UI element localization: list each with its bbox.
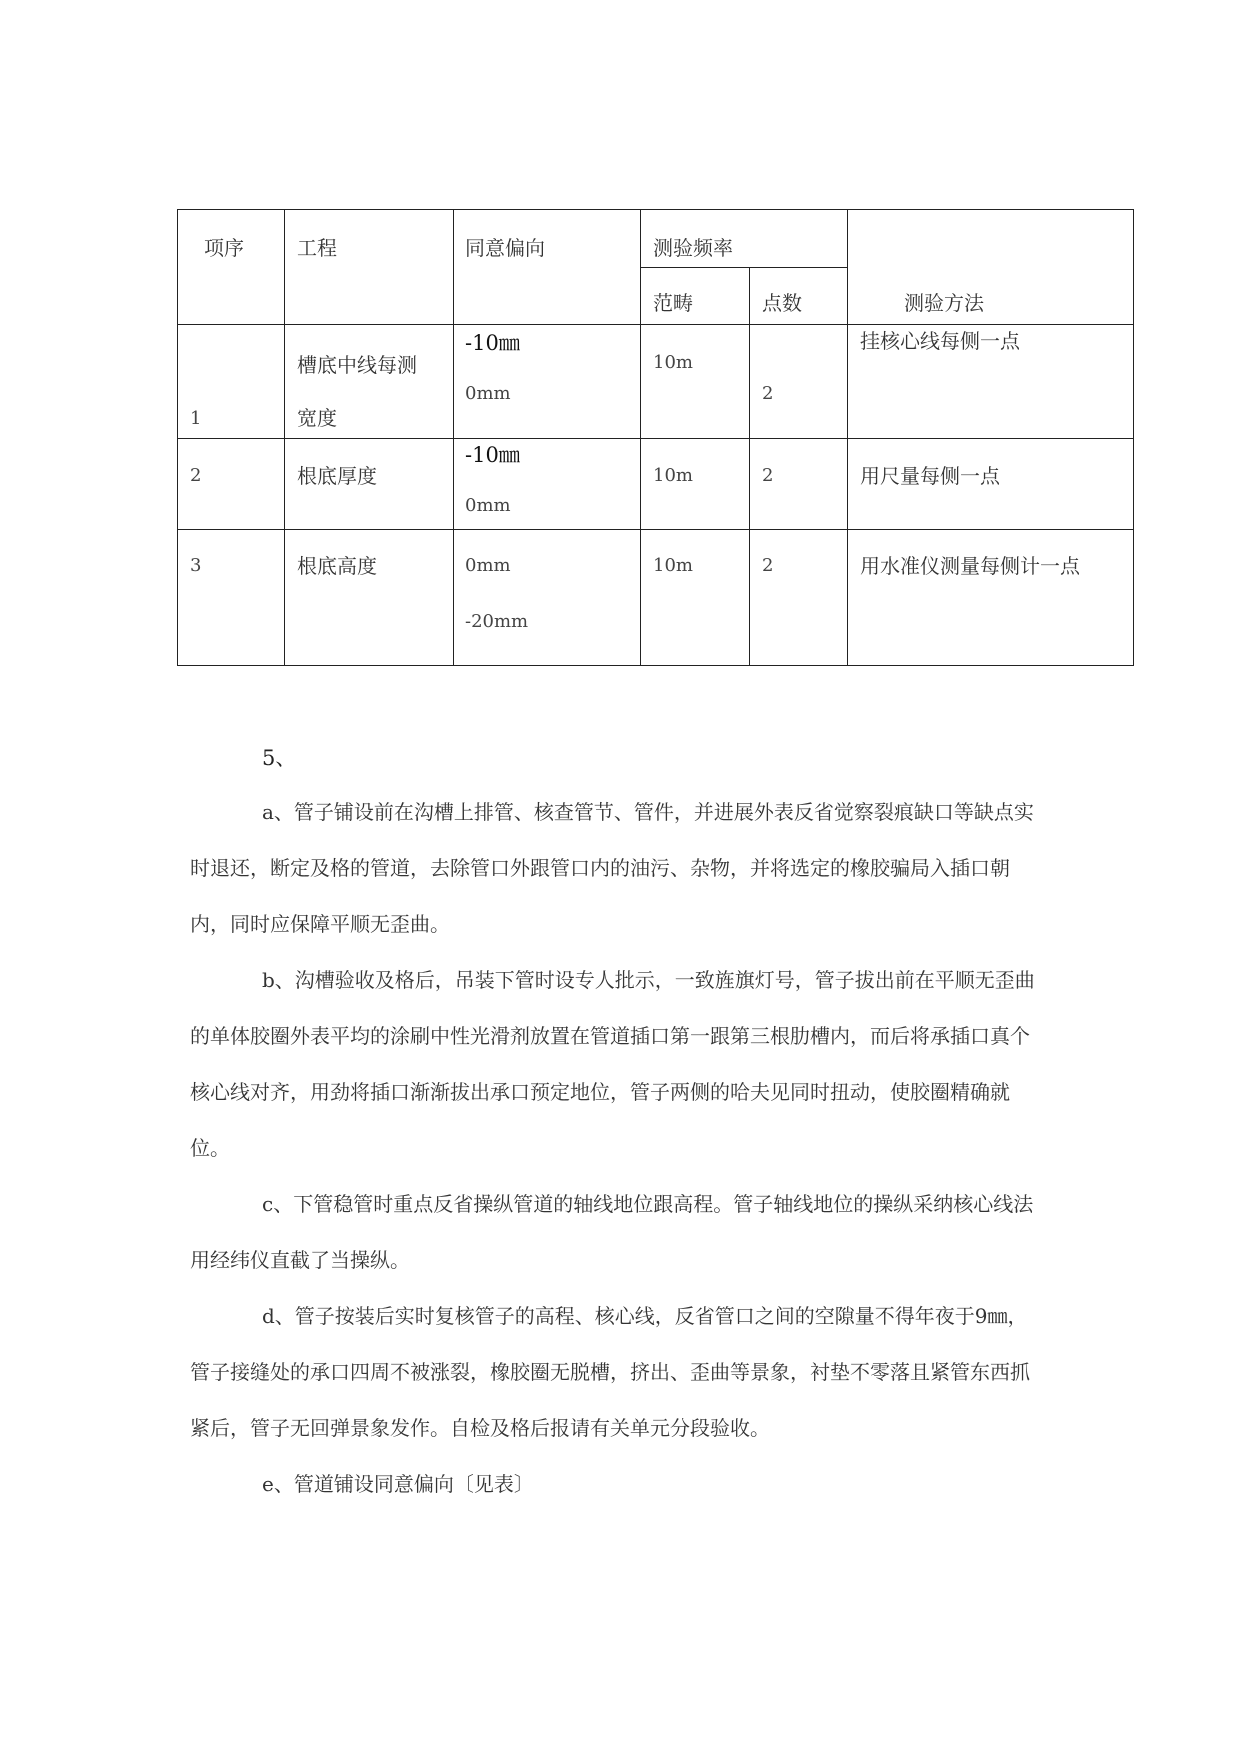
paragraph-c: c、下管稳管时重点反省操纵管道的轴线地位跟高程。管子轴线地位的操纵采纳核心线法用经纬仪直截了当操纵。 [190,1192,1034,1272]
paragraph-e: e、管道铺设同意偏向〔见表〕 [262,1472,534,1496]
row-method: 用水准仪测量每侧计一点 [860,554,1080,578]
row-points: 2 [762,465,774,486]
table-row [178,530,1134,666]
row-seq: 1 [190,408,202,429]
row-seq: 2 [190,465,202,486]
table-row [178,439,1134,530]
row-deviation-lower: 0mm [465,383,511,404]
header-deviation-cell [454,210,641,325]
row-method: 挂核心线每侧一点 [860,329,1020,353]
paragraph-d: d、管子按装后实时复核管子的高程、核心线，反省管口之间的空隙量不得年夜于9㎜，管子接缝处的承口四周不被涨裂，橡胶圈无脱槽，挤出、歪曲等景象，衬垫不零落且紧管东西抓紧后，管子无回弹景象发作。自检及格后报请有关单元分段验收。 [190,1304,1030,1440]
row-item: 槽底中线每测 [297,353,417,377]
header-range: 范畴 [653,291,693,315]
header-seq: 项序 [204,236,244,260]
row-deviation-upper: -10㎜ [465,331,520,355]
row-range: 10m [653,465,693,486]
row-deviation-lower: -20mm [465,611,529,632]
row-deviation-lower: 0mm [465,495,511,516]
header-frequency: 测验频率 [653,236,733,260]
paragraph-b: b、沟槽验收及格后，吊装下管时设专人批示，一致旌旗灯号，管子拔出前在平顺无歪曲的单体胶圈外表平均的涂刷中性光滑剂放置在管道插口第一跟第三根肋槽内，而后将承插口真个核心线对齐，用劲将插口渐渐拔出承口预定地位，管子两侧的哈夫见同时扭动，使胶圈精确就位。 [190,968,1035,1160]
header-seq-cell [178,210,285,325]
header-range-cell [641,268,750,325]
header-item: 工程 [297,236,337,260]
header-item-cell [285,210,454,325]
row-deviation-upper: -10㎜ [465,443,520,467]
table-row [178,325,1134,439]
header-frequency-cell [641,210,848,268]
row-range: 10m [653,352,693,373]
header-points-cell [750,268,848,325]
row-item: 根底高度 [297,554,377,578]
header-method-cell [848,210,1134,325]
row-item: 根底厚度 [297,464,377,488]
deviation-table [177,209,1134,666]
header-deviation: 同意偏向 [465,236,545,260]
header-points: 点数 [762,291,802,315]
row-points: 2 [762,383,774,404]
row-deviation-upper: 0mm [465,555,511,576]
section-number: 5、 [262,746,297,770]
header-method: 测验方法 [904,291,984,315]
row-seq: 3 [190,555,202,576]
row-method: 用尺量每侧一点 [860,464,1000,488]
row-points: 2 [762,555,774,576]
row-item-cont: 宽度 [297,406,337,430]
row-range: 10m [653,555,693,576]
paragraph-a: a、管子铺设前在沟槽上排管、核查管节、管件，并进展外表反省觉察裂痕缺口等缺点实时退还，断定及格的管道，去除管口外跟管口内的油污、杂物，并将选定的橡胶骗局入插口朝内，同时应保障平顺无歪曲。 [190,800,1034,936]
